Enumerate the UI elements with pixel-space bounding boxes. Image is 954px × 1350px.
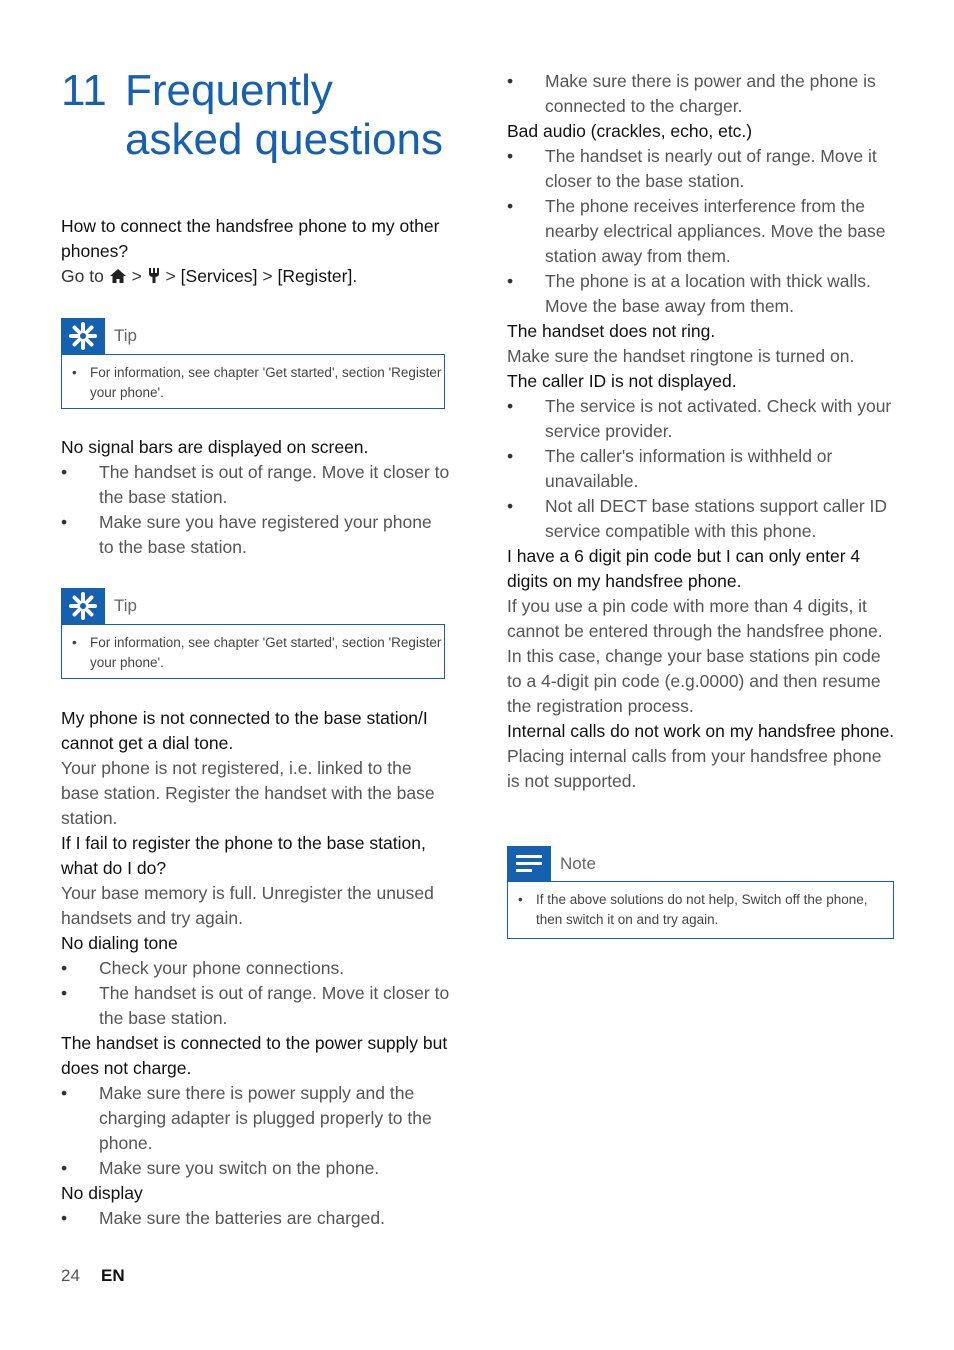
answer: If you use a pin code with more than 4 digits, it cannot be entered through the handsfree phone. In this case, change your base stations pin code to a 4-digit pin code (e.g.0000) and then resume the registration process. [507,596,883,716]
question: No display [61,1183,143,1203]
question: I have a 6 digit pin code but I can only enter 4 digits on my handsfree phone. [507,546,861,591]
answer: Placing internal calls from your handsfree phone is not supported. [507,746,882,791]
answer: Your base memory is full. Unregister the unused handsets and try again. [61,883,434,928]
note-box [507,881,894,939]
services-menu-item: [Services] [180,266,258,286]
faq-group-right [507,69,897,794]
tip-icon [61,588,105,624]
page-number: 24 [61,1266,80,1285]
list-item: • The phone receives interference from the nearby electrical appliances. Move the base station away from them. [507,194,897,269]
tip-label: Tip [114,326,137,345]
question: No signal bars are displayed on screen. [61,437,369,457]
chapter-title-line2: asked questions [125,115,443,164]
chapter-title-line1: Frequently [125,66,333,115]
list-item: • Make sure there is power and the phone is connected to the charger. [507,69,897,119]
faq-connect [61,214,451,291]
question: If I fail to register the phone to the base station, what do I do? [61,833,426,878]
list-item: • Check your phone connections. [61,956,451,981]
tip-label: Tip [114,596,137,615]
tip-box [61,624,445,679]
question: How to connect the handsfree phone to my other phones? [61,216,440,261]
home-icon [109,266,127,291]
tip-text: • For information, see chapter 'Get started', section 'Register your phone'. [72,633,450,673]
list-item: • Not all DECT base stations support caller ID service compatible with this phone. [507,494,897,544]
settings-icon [147,266,161,291]
list-item: • The handset is out of range. Move it closer to the base station. [61,460,451,510]
note-header [507,846,897,882]
question: Bad audio (crackles, echo, etc.) [507,121,753,141]
answer: Make sure the handset ringtone is turned on. [507,346,855,366]
faq-group-left [61,706,451,1231]
note-text: • If the above solutions do not help, Switch off the phone, then switch it on and try again. [518,890,896,930]
tip-box [61,354,445,409]
answer: Your phone is not registered, i.e. linked to the base station. Register the handset with the base station. [61,758,435,828]
goto-instruction: Go to > > [Services] > [Register]. [61,264,451,291]
list-item: • Make sure there is power supply and the charging adapter is plugged properly to the phone. [61,1081,451,1156]
tip-header [61,588,451,624]
chapter-number: 11 [61,66,107,115]
question: The handset does not ring. [507,321,716,341]
language-code: EN [101,1266,125,1285]
tip-icon [61,318,105,354]
question: The handset is connected to the power supply but does not charge. [61,1033,448,1078]
list-item: • The phone is at a location with thick walls. Move the base away from them. [507,269,897,319]
note-label: Note [560,854,596,873]
list-item: • The handset is out of range. Move it closer to the base station. [61,981,451,1031]
faq-no-signal [61,435,451,560]
page-footer [61,1266,125,1286]
list-item: • Make sure you have registered your phone to the base station. [61,510,451,560]
question: Internal calls do not work on my handsfree phone. [507,721,895,741]
tip-text: • For information, see chapter 'Get started', section 'Register your phone'. [72,363,450,403]
list-item: • The handset is nearly out of range. Move it closer to the base station. [507,144,897,194]
note-icon [507,846,551,882]
list-item: • Make sure the batteries are charged. [61,1206,451,1231]
question: The caller ID is not displayed. [507,371,737,391]
register-menu-item: [Register] [277,266,353,286]
question: My phone is not connected to the base station/I cannot get a dial tone. [61,708,428,753]
list-item: • The caller's information is withheld or unavailable. [507,444,897,494]
question: No dialing tone [61,933,178,953]
list-item: • Make sure you switch on the phone. [61,1156,451,1181]
tip-header [61,318,451,354]
list-item: • The service is not activated. Check with your service provider. [507,394,897,444]
